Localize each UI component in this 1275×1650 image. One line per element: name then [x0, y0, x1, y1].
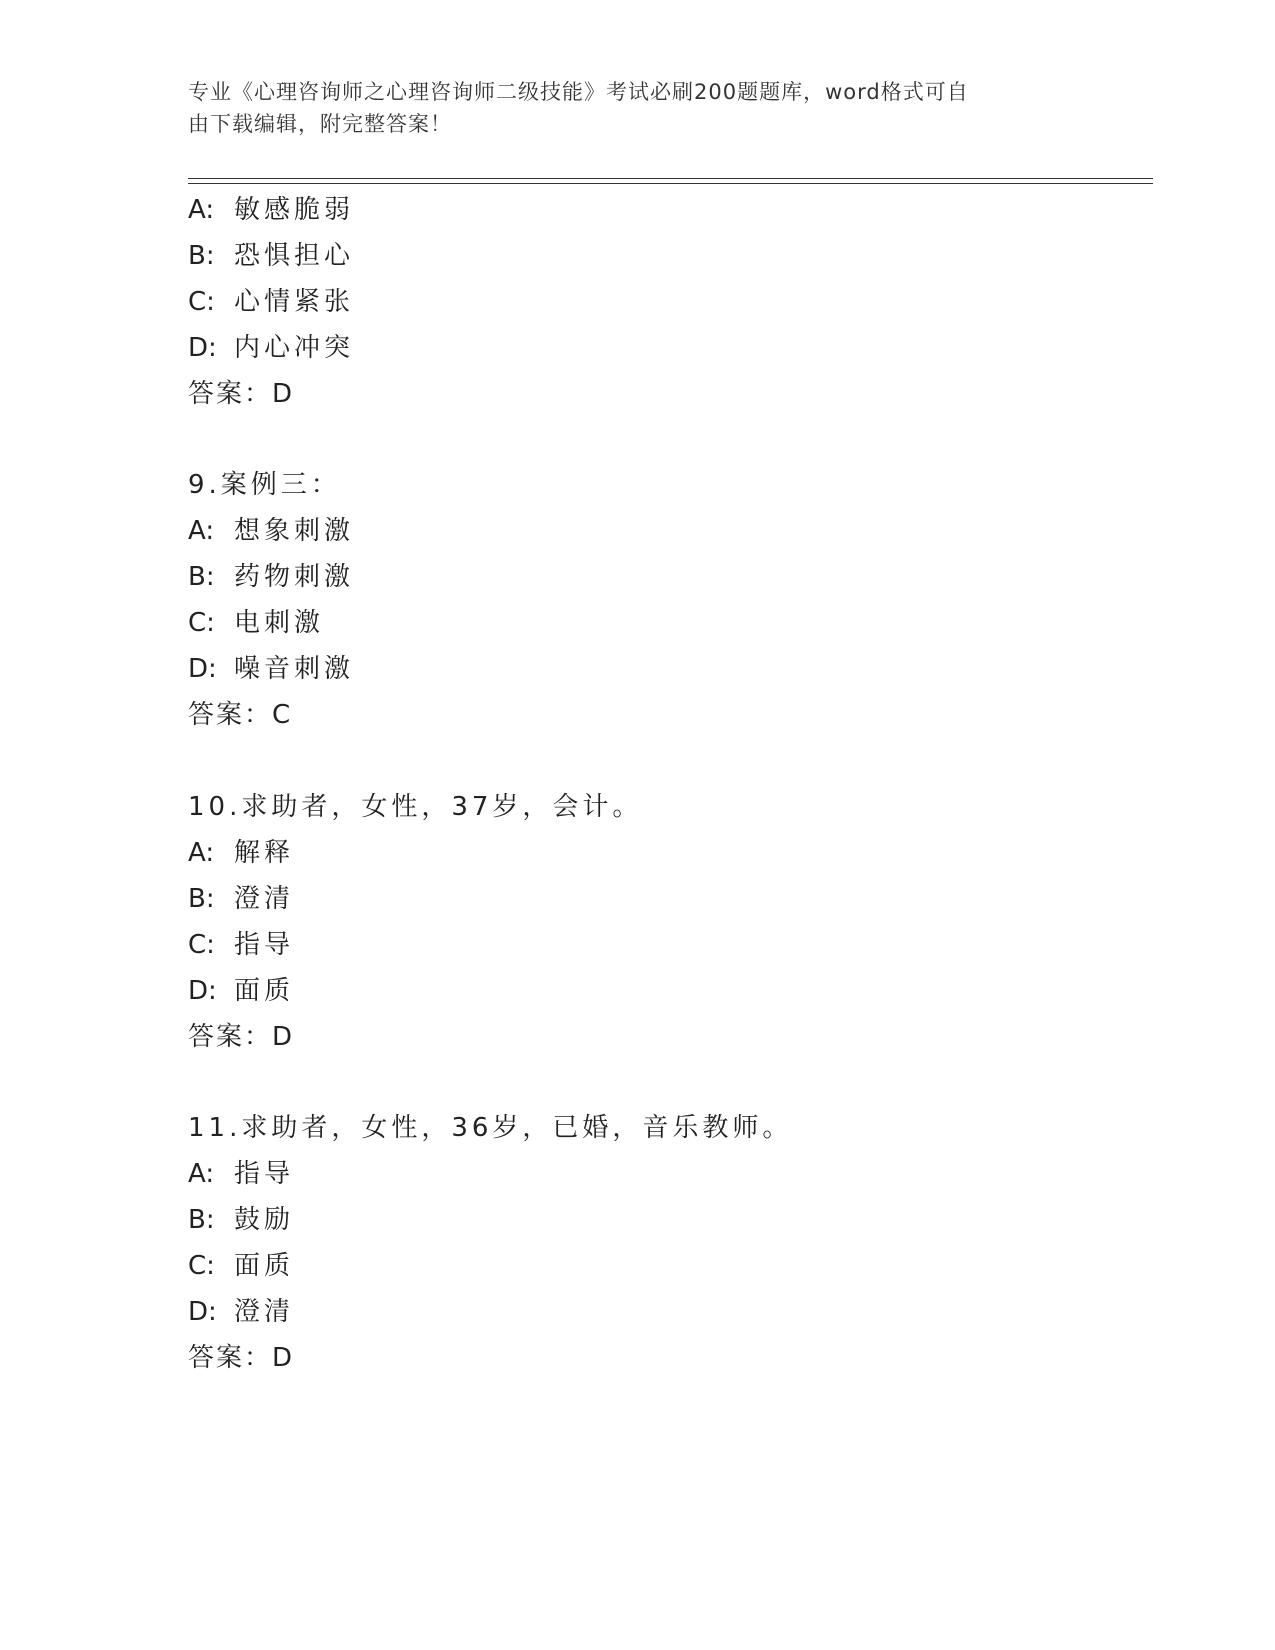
header-line-1: 专业《心理咨询师之心理咨询师二级技能》考试必刷200题题库，word格式可自	[188, 80, 969, 104]
option-letter: B:	[188, 562, 215, 592]
option-letter: C:	[188, 930, 215, 960]
option-letter: A:	[188, 195, 215, 225]
answer-line: 答案：D	[188, 379, 295, 409]
option-letter: B:	[188, 1205, 215, 1235]
option-text: 指导	[234, 1159, 295, 1189]
option-letter: B:	[188, 241, 215, 271]
option-text: 内心冲突	[234, 333, 355, 363]
option-d	[188, 651, 354, 687]
option-letter: C:	[188, 287, 215, 317]
answer-line: 答案：D	[188, 1022, 295, 1052]
option-letter: D:	[188, 333, 217, 363]
option-text: 面质	[234, 976, 295, 1006]
option-c	[188, 1248, 294, 1284]
option-letter: C:	[188, 1251, 215, 1281]
header-divider-bottom	[188, 183, 1153, 184]
option-b	[188, 238, 354, 274]
question-9: 9.案例三：	[188, 470, 341, 500]
document-header	[188, 76, 1068, 140]
option-d	[188, 1294, 294, 1330]
option-d	[188, 330, 354, 366]
question-11: 11.求助者，女性，36岁，已婚，音乐教师。	[188, 1113, 793, 1143]
option-letter: B:	[188, 884, 215, 914]
option-c	[188, 605, 324, 641]
option-text: 指导	[234, 930, 295, 960]
option-b	[188, 881, 294, 917]
option-letter: C:	[188, 608, 215, 638]
option-letter: D:	[188, 976, 217, 1006]
question-10: 10.求助者，女性，37岁，会计。	[188, 792, 643, 822]
option-d	[188, 973, 294, 1009]
option-text: 想象刺激	[234, 516, 355, 546]
option-letter: A:	[188, 838, 215, 868]
option-text: 敏感脆弱	[234, 195, 355, 225]
option-b	[188, 559, 354, 595]
option-c	[188, 284, 354, 320]
option-text: 澄清	[234, 1297, 295, 1327]
option-text: 鼓励	[234, 1205, 295, 1235]
answer-line: 答案：D	[188, 1343, 295, 1373]
header-line-2: 由下载编辑，附完整答案！	[188, 112, 452, 136]
option-a	[188, 1156, 294, 1192]
header-divider-top	[188, 178, 1153, 179]
answer-line: 答案：C	[188, 700, 293, 730]
option-text: 电刺激	[234, 608, 325, 638]
option-text: 面质	[234, 1251, 295, 1281]
option-text: 恐惧担心	[234, 241, 355, 271]
option-c	[188, 927, 294, 963]
option-a	[188, 835, 294, 871]
option-a	[188, 513, 354, 549]
option-letter: D:	[188, 1297, 217, 1327]
option-letter: D:	[188, 654, 217, 684]
option-letter: A:	[188, 516, 215, 546]
option-text: 澄清	[234, 884, 295, 914]
option-text: 解释	[234, 838, 295, 868]
option-text: 心情紧张	[234, 287, 355, 317]
option-text: 药物刺激	[234, 562, 355, 592]
option-b	[188, 1202, 294, 1238]
option-letter: A:	[188, 1159, 215, 1189]
option-a	[188, 192, 354, 228]
option-text: 噪音刺激	[234, 654, 355, 684]
